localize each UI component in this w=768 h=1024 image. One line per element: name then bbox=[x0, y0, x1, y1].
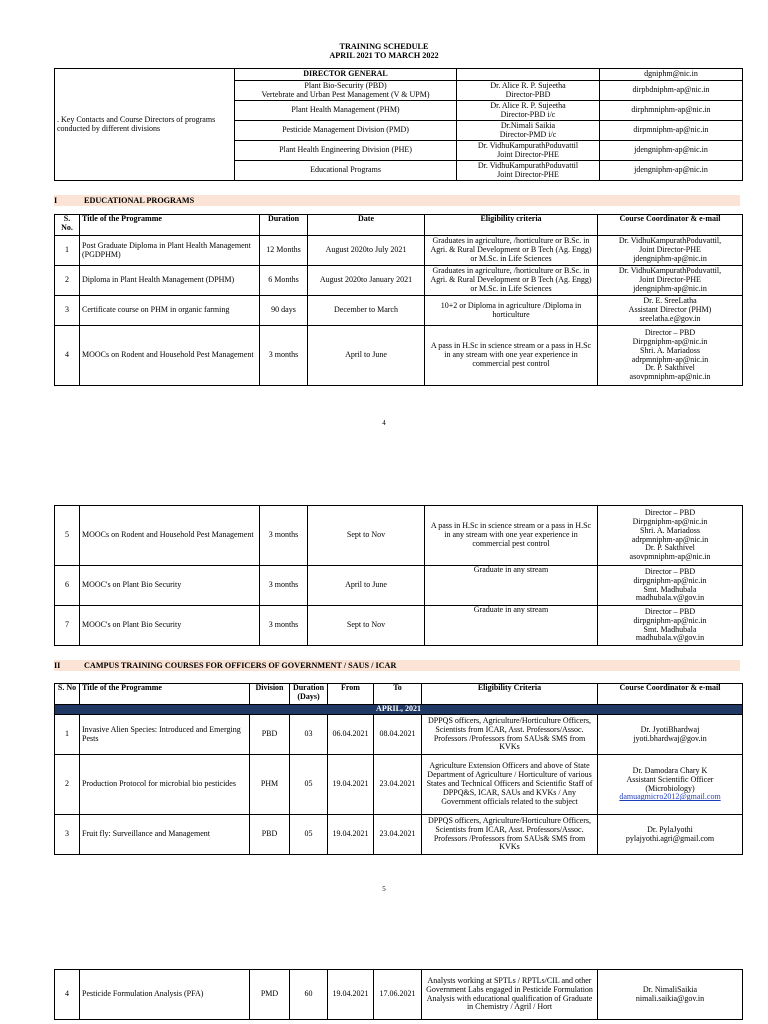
contact-division: Plant Health Management (PHM) bbox=[235, 101, 457, 121]
campus-training-table bbox=[54, 683, 743, 855]
cell-coordinator: Dr. VidhuKampurathPoduvattil, Joint Director-PHE jdengniphm-ap@nic.in bbox=[598, 266, 743, 296]
cell-eligibility: Graduate in any stream bbox=[425, 566, 598, 606]
contacts-table bbox=[54, 68, 743, 181]
contact-row bbox=[55, 69, 743, 81]
table-row bbox=[55, 755, 743, 815]
cell-coordinator: Dr. E. SreeLatha Assistant Director (PHM) sreelatha.e@gov.in bbox=[598, 296, 743, 326]
table-row bbox=[55, 296, 743, 326]
col-header-date: Date bbox=[308, 215, 425, 236]
coordinator-email-link[interactable]: damuagmicro2012@gmail.com bbox=[619, 792, 721, 802]
cell-title: MOOC's on Plant Bio Security bbox=[80, 566, 260, 606]
cell-eligibility: Graduates in agriculture, /horticulture or B.Sc. in Agri. & Rural Development or B Tech (Ag. Engg) or M.Sc. in Life Sciences bbox=[425, 236, 598, 266]
contact-division: DIRECTOR GENERAL bbox=[235, 69, 457, 81]
cell-eligibility: 10+2 or Diploma in agriculture /Diploma in horticulture bbox=[425, 296, 598, 326]
contacts-row-label: . Key Contacts and Course Directors of programs conducted by different divisions bbox=[55, 69, 235, 181]
cell-title: Production Protocol for microbial bio pesticides bbox=[80, 755, 250, 815]
contact-email: jdengniphm-ap@nic.in bbox=[600, 141, 743, 161]
coordinator-text: Dr. Damodara Chary K Assistant Scientific Officer (Microbiology) bbox=[626, 765, 714, 793]
section-number: II bbox=[54, 661, 61, 670]
educational-programs-table-continued bbox=[54, 505, 743, 646]
cell-duration: 3 months bbox=[260, 326, 308, 386]
cell-sno: 3 bbox=[55, 296, 80, 326]
cell-duration: 03 bbox=[290, 715, 328, 755]
cell-coordinator: Dr. PylaJyothi pylajyothi.agri@gmail.com bbox=[598, 815, 743, 855]
table-header-row bbox=[55, 684, 743, 705]
col-header-sno: S. No bbox=[55, 684, 80, 705]
page-number: 4 bbox=[382, 419, 386, 427]
campus-training-table-continued bbox=[54, 969, 743, 1020]
cell-date: Sept to Nov bbox=[308, 606, 425, 646]
cell-coordinator bbox=[598, 755, 743, 815]
document-subtitle: APRIL 2021 TO MARCH 2022 bbox=[329, 51, 439, 60]
cell-duration: 90 days bbox=[260, 296, 308, 326]
cell-sno: 7 bbox=[55, 606, 80, 646]
cell-duration: 3 months bbox=[260, 506, 308, 566]
page-number: 5 bbox=[382, 885, 386, 893]
cell-title: Fruit fly: Surveillance and Management bbox=[80, 815, 250, 855]
cell-coordinator: Dr. VidhuKampurathPoduvattil, Joint Director-PHE jdengniphm-ap@nic.in bbox=[598, 236, 743, 266]
section-title: EDUCATIONAL PROGRAMS bbox=[84, 196, 195, 205]
contact-email: jdengniphm-ap@nic.in bbox=[600, 161, 743, 181]
contact-division: Plant Health Engineering Division (PHE) bbox=[235, 141, 457, 161]
cell-sno: 5 bbox=[55, 506, 80, 566]
section-title: CAMPUS TRAINING COURSES FOR OFFICERS OF GOVERNMENT / SAUS / ICAR bbox=[84, 661, 397, 670]
cell-coordinator: Director – PBD Dirpgniphm-ap@nic.in Shri. A. Mariadoss adrpmniphm-ap@nic.in Dr. P. Sakthivel asovpmniphm-ap@nic.in bbox=[598, 326, 743, 386]
table-row bbox=[55, 970, 743, 1020]
col-header-duration: Duration bbox=[260, 215, 308, 236]
cell-to: 23.04.2021 bbox=[374, 755, 422, 815]
section-campus-training bbox=[54, 660, 740, 671]
contact-person bbox=[457, 69, 600, 81]
cell-date: August 2020to July 2021 bbox=[308, 236, 425, 266]
cell-from: 19.04.2021 bbox=[328, 815, 374, 855]
cell-division: PBD bbox=[250, 715, 290, 755]
section-number: I bbox=[54, 196, 58, 205]
cell-eligibility: A pass in H.Sc in science stream or a pass in H.Sc in any stream with one year experience in commercial pest control bbox=[425, 326, 598, 386]
cell-sno: 3 bbox=[55, 815, 80, 855]
cell-division: PMD bbox=[250, 970, 290, 1020]
contact-person: Dr. Alice R. P. Sujeetha Director-PBD i/c bbox=[457, 101, 600, 121]
col-header-division: Division bbox=[250, 684, 290, 705]
section-educational-programs bbox=[54, 195, 740, 206]
cell-eligibility: DPPQS officers, Agriculture/Horticulture Officers, Scientists from ICAR, Asst. Professors/Assoc. Professors /Professors from SAUs& SMS from KVKs bbox=[422, 715, 598, 755]
col-header-eligibility: Eligibility Criteria bbox=[422, 684, 598, 705]
cell-duration: 6 Months bbox=[260, 266, 308, 296]
cell-eligibility: Analysts working at SPTLs / RPTLs/CIL and other Government Labs engaged in Pesticide Formulation Analysis with educational qualification of Graduate in Chemistry / Agril / Hort bbox=[422, 970, 598, 1020]
col-header-sno: S. No. bbox=[55, 215, 80, 236]
table-row bbox=[55, 506, 743, 566]
cell-coordinator: Director – PBD dirpgniphm-ap@nic.in Smt. Madhubala madhubala.v@gov.in bbox=[598, 566, 743, 606]
col-header-to: To bbox=[374, 684, 422, 705]
cell-title: MOOCs on Rodent and Household Pest Management bbox=[80, 506, 260, 566]
table-row bbox=[55, 715, 743, 755]
contact-person: Dr. VidhuKampurathPoduvattil Joint Director-PHE bbox=[457, 141, 600, 161]
contact-email: dirphmniphm-ap@nic.in bbox=[600, 101, 743, 121]
cell-to: 23.04.2021 bbox=[374, 815, 422, 855]
table-row bbox=[55, 815, 743, 855]
cell-from: 19.04.2021 bbox=[328, 970, 374, 1020]
contact-division: Educational Programs bbox=[235, 161, 457, 181]
cell-sno: 1 bbox=[55, 715, 80, 755]
col-header-coordinator: Course Coordinator & e-mail bbox=[598, 684, 743, 705]
table-row bbox=[55, 266, 743, 296]
col-header-title: Title of the Programme bbox=[80, 215, 260, 236]
contact-email: dgniphm@nic.in bbox=[600, 69, 743, 81]
cell-eligibility: A pass in H.Sc in science stream or a pass in H.Sc in any stream with one year experience in commercial pest control bbox=[425, 506, 598, 566]
table-row bbox=[55, 606, 743, 646]
cell-coordinator: Director – PBD Dirpgniphm-ap@nic.in Shri. A. Mariadoss adrpmniphm-ap@nic.in Dr. P. Sakthivel asovpmniphm-ap@nic.in bbox=[598, 506, 743, 566]
table-row bbox=[55, 236, 743, 266]
cell-sno: 4 bbox=[55, 970, 80, 1020]
contact-person: Dr. VidhuKampurathPoduvattil Joint Director-PHE bbox=[457, 161, 600, 181]
cell-division: PBD bbox=[250, 815, 290, 855]
cell-from: 06.04.2021 bbox=[328, 715, 374, 755]
cell-from: 19.04.2021 bbox=[328, 755, 374, 815]
contact-division: Plant Bio-Security (PBD) Vertebrate and Urban Pest Management (V & UPM) bbox=[235, 81, 457, 101]
cell-duration: 12 Months bbox=[260, 236, 308, 266]
col-header-title: Title of the Programme bbox=[80, 684, 250, 705]
cell-sno: 1 bbox=[55, 236, 80, 266]
cell-title: Pesticide Formulation Analysis (PFA) bbox=[80, 970, 250, 1020]
cell-eligibility: Graduates in agriculture, /horticulture or B.Sc. in Agri. & Rural Development or B Tech (Ag. Engg) or M.Sc. in Life Sciences bbox=[425, 266, 598, 296]
cell-title: Invasive Alien Species: Introduced and Emerging Pests bbox=[80, 715, 250, 755]
month-band: APRIL, 2021 bbox=[55, 705, 743, 715]
cell-eligibility: DPPQS officers, Agriculture/Horticulture Officers, Scientists from ICAR, Asst. Professors/Assoc. Professors /Professors from SAUs& SMS from KVKs bbox=[422, 815, 598, 855]
cell-sno: 6 bbox=[55, 566, 80, 606]
document-title: TRAINING SCHEDULE bbox=[339, 42, 429, 51]
col-header-coordinator: Course Coordinator & e-mail bbox=[598, 215, 743, 236]
cell-duration: 60 bbox=[290, 970, 328, 1020]
col-header-from: From bbox=[328, 684, 374, 705]
table-row bbox=[55, 566, 743, 606]
cell-date: August 2020to January 2021 bbox=[308, 266, 425, 296]
cell-division: PHM bbox=[250, 755, 290, 815]
cell-duration: 3 months bbox=[260, 606, 308, 646]
cell-to: 17.06.2021 bbox=[374, 970, 422, 1020]
cell-title: Certificate course on PHM in organic farming bbox=[80, 296, 260, 326]
cell-date: Sept to Nov bbox=[308, 506, 425, 566]
cell-duration: 3 months bbox=[260, 566, 308, 606]
cell-date: April to June bbox=[308, 326, 425, 386]
cell-title: MOOCs on Rodent and Household Pest Management bbox=[80, 326, 260, 386]
cell-sno: 2 bbox=[55, 755, 80, 815]
cell-coordinator: Dr. NimaliSaikia nimali.saikia@gov.in bbox=[598, 970, 743, 1020]
contact-person: Dr. Alice R. P. Sujeetha Director-PBD bbox=[457, 81, 600, 101]
cell-title: Post Graduate Diploma in Plant Health Management (PGDPHM) bbox=[80, 236, 260, 266]
month-band-row bbox=[55, 705, 743, 715]
table-row bbox=[55, 326, 743, 386]
cell-coordinator: Dr. JyotiBhardwaj jyoti.bhardwaj@gov.in bbox=[598, 715, 743, 755]
contact-person: Dr.Nimali Saikia Director-PMD i/c bbox=[457, 121, 600, 141]
cell-date: April to June bbox=[308, 566, 425, 606]
cell-sno: 2 bbox=[55, 266, 80, 296]
cell-sno: 4 bbox=[55, 326, 80, 386]
cell-eligibility: Agriculture Extension Officers and above of State Department of Agriculture / Horticulture of various States and Technical Officers and Scientific Staff of DPPQ&S, ICAR, SAUs and KVKs / Any Government officials related to the subject bbox=[422, 755, 598, 815]
cell-title: Diploma in Plant Health Management (DPHM) bbox=[80, 266, 260, 296]
cell-date: December to March bbox=[308, 296, 425, 326]
cell-duration: 05 bbox=[290, 815, 328, 855]
cell-coordinator: Director – PBD dirpgniphm-ap@nic.in Smt. Madhubala madhubala.v@gov.in bbox=[598, 606, 743, 646]
cell-duration: 05 bbox=[290, 755, 328, 815]
contact-division: Pesticide Management Division (PMD) bbox=[235, 121, 457, 141]
cell-to: 08.04.2021 bbox=[374, 715, 422, 755]
contact-email: dirpbdniphm-ap@nic.in bbox=[600, 81, 743, 101]
col-header-duration: Duration (Days) bbox=[290, 684, 328, 705]
col-header-eligibility: Eligibility criteria bbox=[425, 215, 598, 236]
cell-title: MOOC's on Plant Bio Security bbox=[80, 606, 260, 646]
cell-eligibility: Graduate in any stream bbox=[425, 606, 598, 646]
table-header-row bbox=[55, 215, 743, 236]
contact-email: dirpmniphm-ap@nic.in bbox=[600, 121, 743, 141]
educational-programs-table bbox=[54, 214, 743, 386]
